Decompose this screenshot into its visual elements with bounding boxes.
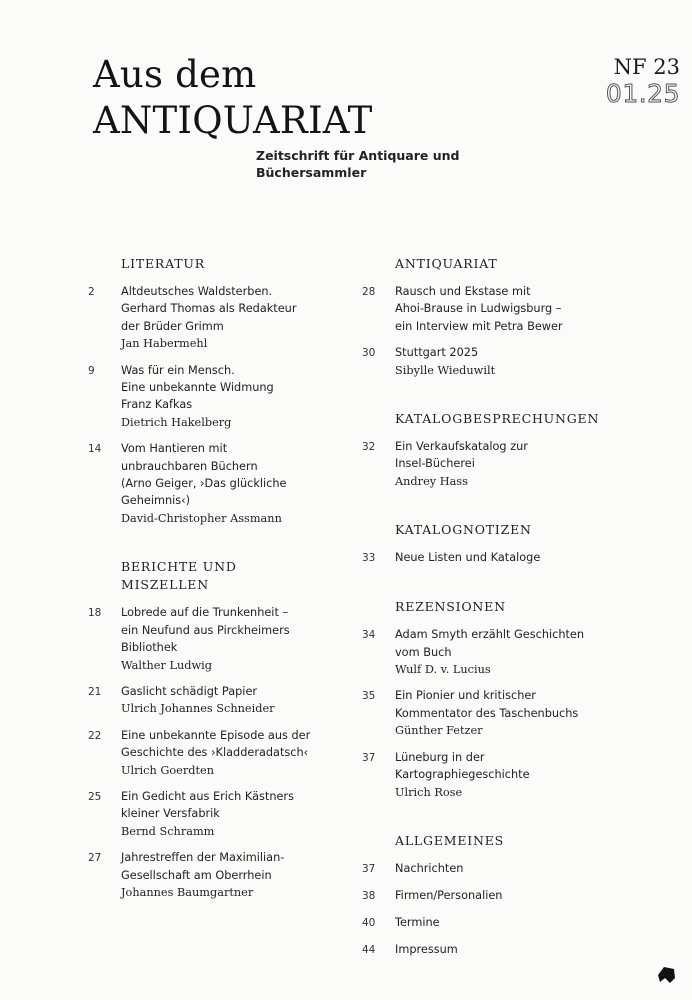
entry-title-line: unbrauchbaren Büchern: [121, 459, 258, 473]
toc-entry[interactable]: [88, 727, 318, 779]
entry-author: Günther Fetzer: [395, 724, 483, 738]
page-number: 32: [362, 441, 376, 454]
entry-title-line: vom Buch: [395, 645, 452, 659]
entry-author: Bernd Schramm: [121, 824, 215, 838]
page-number: 22: [88, 729, 102, 742]
toc-entry[interactable]: [362, 914, 602, 932]
section-heading-allgemeines: ALLGEMEINES: [395, 832, 505, 848]
entry-author: Wulf D. v. Lucius: [395, 663, 491, 677]
page-number: 44: [362, 943, 376, 956]
series-number: NF 23: [613, 55, 680, 79]
toc-entry[interactable]: [362, 860, 602, 878]
entry-title-line: ein Interview mit Petra Bewer: [395, 319, 563, 333]
entry-title-line: Adam Smyth erzählt Geschichten: [395, 628, 585, 642]
toc-entry[interactable]: [88, 283, 318, 353]
toc-entry[interactable]: [362, 626, 602, 678]
subtitle-line-1: Zeitschrift für Antiquare und: [256, 148, 460, 163]
entry-author: David-Christopher Assmann: [121, 511, 282, 525]
entry-title-line: Neue Listen und Kataloge: [395, 551, 541, 565]
entry-author: Ulrich Goerdten: [121, 763, 214, 777]
entry-author: Jan Habermehl: [121, 337, 208, 351]
entry-title-line: Firmen/Personalien: [395, 888, 503, 902]
page-number: 28: [362, 286, 376, 298]
entry-title-line: Ein Verkaufskatalog zur: [395, 440, 528, 454]
page-number: 25: [88, 790, 102, 803]
section-heading-katalognotizen: KATALOGNOTIZEN: [395, 522, 532, 538]
section-heading-antiquariat: ANTIQUARIAT: [395, 256, 498, 271]
toc-entry[interactable]: [362, 941, 602, 959]
page-number: 14: [88, 443, 102, 456]
entry-title-line: Eine unbekannte Episode aus der: [121, 728, 311, 742]
entry-title-line: Gesellschaft am Oberrhein: [121, 868, 272, 882]
page-number: 38: [362, 889, 376, 902]
entry-title-line: Franz Kafkas: [121, 398, 193, 412]
entry-title-line: ein Neufund aus Pirckheimers: [121, 623, 290, 637]
page-number: 34: [362, 629, 376, 642]
page-number: 40: [362, 916, 376, 929]
toc-entry[interactable]: [88, 440, 318, 527]
toc-entry[interactable]: [362, 687, 602, 739]
entry-title-line: Lüneburg in der: [395, 750, 485, 764]
toc-entry[interactable]: [88, 683, 318, 718]
section-heading-katalogbesprechungen: KATALOGBESPRECHUNGEN: [395, 411, 600, 427]
page-number: 35: [362, 690, 376, 703]
page-number: 27: [88, 852, 102, 865]
entry-title-line: Jahrestreffen der Maximilian-: [121, 851, 285, 865]
toc-entry[interactable]: [362, 549, 602, 567]
entry-title-line: Was für ein Mensch.: [121, 363, 235, 377]
section-heading-literatur: LITERATUR: [121, 256, 205, 271]
entry-title-line: Kommentator des Taschenbuchs: [395, 706, 579, 720]
entry-title-line: Nachrichten: [395, 861, 464, 875]
toc-entry[interactable]: [88, 849, 318, 901]
publisher-logo-icon: [656, 966, 676, 984]
toc-entry[interactable]: [362, 344, 602, 379]
toc-entry[interactable]: [362, 887, 602, 905]
entry-title-line: Gerhard Thomas als Redakteur: [121, 302, 297, 316]
page-number: 18: [88, 607, 102, 620]
section-heading-line: MISZELLEN: [121, 577, 209, 593]
entry-title-line: Impressum: [395, 942, 458, 956]
entry-author: Johannes Baumgartner: [121, 885, 254, 899]
toc-left-column: [88, 255, 318, 910]
entry-title-line: Lobrede auf die Trunkenheit –: [121, 606, 289, 620]
toc-right-column: [362, 255, 602, 968]
subtitle-line-2: Büchersammler: [256, 165, 367, 180]
page-number: 37: [362, 862, 376, 875]
entry-title-line: Bibliothek: [121, 641, 178, 655]
entry-author: Andrey Hass: [395, 474, 468, 488]
entry-author: Dietrich Hakelberg: [121, 415, 232, 429]
entry-title-line: Geheimnis‹): [121, 494, 191, 508]
entry-title-line: Termine: [395, 915, 440, 929]
section-heading-berichte: [88, 558, 318, 594]
entry-title-line: Ein Pionier und kritischer: [395, 689, 536, 703]
entry-title-line: Geschichte des ›Kladderadatsch‹: [121, 746, 309, 760]
toc-entry[interactable]: [88, 362, 318, 432]
masthead-subtitle: [256, 147, 459, 181]
entry-title-line: Ahoi-Brause in Ludwigsburg –: [395, 302, 562, 316]
entry-title-line: Insel-Bücherei: [395, 457, 475, 471]
page-number: 37: [362, 751, 376, 764]
toc-entry[interactable]: [362, 438, 602, 490]
section-heading-line: BERICHTE UND: [121, 559, 237, 575]
entry-author: Ulrich Rose: [395, 785, 463, 799]
issue-number: 01.25: [605, 79, 680, 108]
toc-entry[interactable]: [88, 604, 318, 674]
entry-title-line: Stuttgart 2025: [395, 346, 479, 360]
entry-title-line: kleiner Versfabrik: [121, 807, 220, 821]
page-number: 21: [88, 685, 102, 698]
entry-title-line: Altdeutsches Waldsterben.: [121, 285, 273, 298]
entry-title-line: Rausch und Ekstase mit: [395, 285, 531, 298]
masthead-title: [93, 52, 373, 144]
entry-title-line: Gaslicht schädigt Papier: [121, 684, 258, 698]
page-number: 33: [362, 552, 376, 565]
entry-author: Walther Ludwig: [121, 658, 212, 672]
entry-title-line: (Arno Geiger, ›Das glückliche: [121, 477, 287, 491]
issue-info: [606, 55, 680, 109]
entry-author: Sibylle Wieduwilt: [395, 363, 496, 377]
title-line-1: Aus dem: [93, 53, 257, 96]
section-heading-rezensionen: REZENSIONEN: [395, 599, 506, 615]
entry-title-line: Eine unbekannte Widmung: [121, 381, 274, 395]
entry-title-line: der Brüder Grimm: [121, 319, 224, 333]
page-number: 30: [362, 347, 376, 360]
toc-entry[interactable]: [362, 749, 602, 801]
entry-title-line: Kartographiegeschichte: [395, 768, 530, 782]
page-number: 9: [88, 364, 95, 377]
page-number: 2: [88, 286, 95, 298]
entry-title-line: Ein Gedicht aus Erich Kästners: [121, 789, 294, 803]
entry-author: Ulrich Johannes Schneider: [121, 702, 275, 716]
toc-entry[interactable]: [88, 788, 318, 840]
entry-title-line: Vom Hantieren mit: [121, 442, 228, 456]
toc-entry[interactable]: [362, 283, 602, 335]
title-line-2: ANTIQUARIAT: [93, 99, 373, 142]
